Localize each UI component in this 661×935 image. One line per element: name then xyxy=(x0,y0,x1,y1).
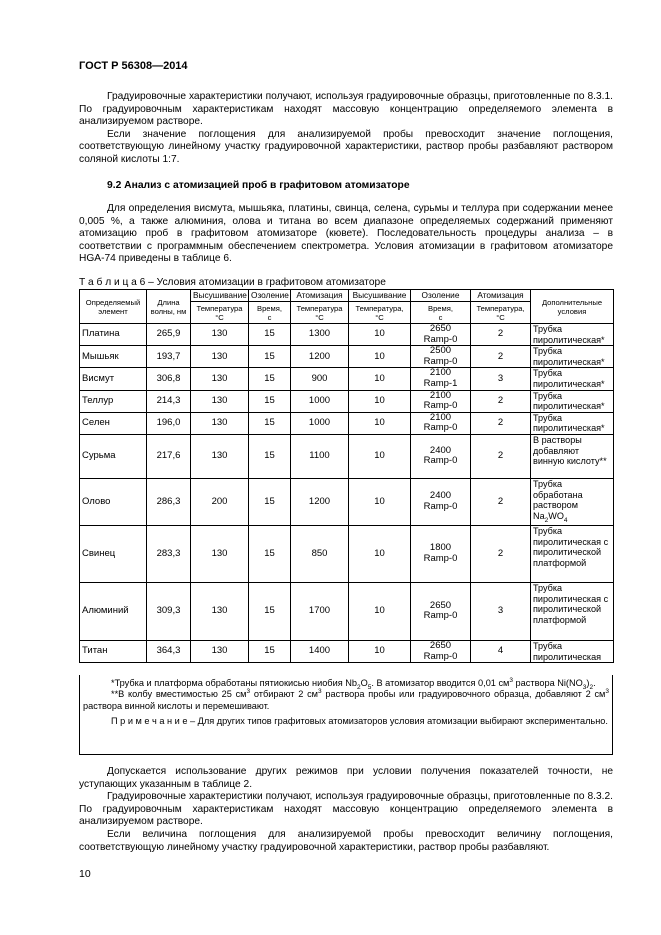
table-row: Титан 364,3 130 15 1400 10 2650 Ramp-0 4 Трубка пиролитическая xyxy=(80,640,614,662)
th-wavelength: Длина волны, нм xyxy=(147,290,191,324)
section-paragraph-1: Для определения висмута, мышьяка, платины, свинца, селена, сурьмы и теллура при содержании менее 0,005 %, а также алюминия, олова и титана во всем диапазоне определяемых содержаний применяют атомизацию проб в графитовом атомизаторе (кювете). Последовательность процедуры анализа – в соответствии с программным обеспечением спектрометра. Условия атомизации в графитовом атомизаторе HGA-74 приведены в таблице 6. xyxy=(79,203,613,265)
th-element: Определяемый элемент xyxy=(80,290,147,324)
table-row: Мышьяк 193,7 130 15 1200 10 2500 Ramp-0 2 Трубка пиролитическая* xyxy=(80,346,614,368)
table-row: Олово 286,3 200 15 1200 10 2400 Ramp-0 2 Трубка обработана раствором $Na_2WO_4$ xyxy=(80,478,614,525)
table-row: Платина 265,9 130 15 1300 10 2650 Ramp-0 2 Трубка пиролитическая* xyxy=(80,324,614,346)
table-note-text: – Для других типов графитовых атомизаторов условия атомизации выбирают экспериментально. xyxy=(187,716,608,727)
th-drying-2: Высушивание xyxy=(349,290,411,302)
th-drying: Высушивание xyxy=(191,290,249,302)
th-atomization-2: Атомизация xyxy=(471,290,531,302)
table-caption-label: Т а б л и ц а 6 xyxy=(79,277,146,288)
table-caption-text: – Условия атомизации в графитовом атомизаторе xyxy=(145,277,386,288)
after-paragraph-3: Если величина поглощения для анализируемой пробы превосходит величину поглощения, соответствующую линейному участку градуировочной характеристики, раствор пробы разбавляют. xyxy=(79,828,613,853)
table-body xyxy=(80,324,614,663)
table-row: Свинец 283,3 130 15 850 10 1800 Ramp-0 2 Трубка пиролитическая с пиролитической платформой xyxy=(80,525,614,582)
table-note-label: П р и м е ч а н и е xyxy=(111,716,188,727)
footnote-1: *Трубка и платформа обработаны пятиокисью ниобия $Nb_2O_5$. В атомизатор вводится 0,01 $см^3$ раствора $Ni(NO_3)_2$. xyxy=(111,676,596,691)
th-temp-2: Температура °С xyxy=(291,302,349,324)
after-paragraph-1: Допускается использование других режимов при условии получения показателей точности, не уступающих указанным в таблице 2. xyxy=(79,766,613,790)
th-time-1: Время, с xyxy=(249,302,291,324)
intro-paragraph-1: Градуировочные характеристики получают, используя градуировочные образцы, приготовленные по 8.3.1. По градуировочным характеристикам находят массовую концентрацию определяемого элемента в анализируемом растворе. xyxy=(79,91,613,128)
th-ashing-2: Озоление xyxy=(411,290,471,302)
document-header: ГОСТ Р 56308—2014 xyxy=(79,60,188,72)
table-row: Алюминий 309,3 130 15 1700 10 2650 Ramp-0 3 Трубка пиролитическая с пиролитической платформой xyxy=(80,582,614,640)
th-time-2: Время, с xyxy=(411,302,471,324)
th-temp-1: Температура °С xyxy=(191,302,249,324)
table-caption xyxy=(79,277,386,288)
page-number: 10 xyxy=(79,868,91,880)
table-row: Селен 196,0 130 15 1000 10 2100 Ramp-0 2 Трубка пиролитическая* xyxy=(80,412,614,434)
after-paragraph-2: Градуировочные характеристики получают, используя градуировочные образцы, приготовленные по 8.3.2. По градуировочным характеристикам находят массовую концентрацию определяемого элемента в анализируемом растворе. xyxy=(79,791,613,828)
th-ashing: Озоление xyxy=(249,290,291,302)
intro-paragraph-2: Если значение поглощения для анализируемой пробы превосходит значение поглощения, соответствующую линейному участку градуировочной характеристики, раствор пробы разбавляют раствором соляной кислоты 1:7. xyxy=(79,128,613,165)
th-temp-3: Температура, °С xyxy=(349,302,411,324)
intro-text xyxy=(79,91,613,167)
table-row: Сурьма 217,6 130 15 1100 10 2400 Ramp-0 2 В растворы добавляют винную кислоту** xyxy=(80,434,614,478)
footnote-2: **В колбу вместимостью 25 $см^3$ отбирают 2 $см^3$ раствора пробы или градуировочного образца, добавляют 2 $см^3$ раствора винной кислоты и перемешивают. xyxy=(83,688,609,711)
th-atomization: Атомизация xyxy=(291,290,349,302)
section-text xyxy=(79,203,613,266)
atomization-table xyxy=(79,289,614,663)
th-temp-4: Температура, °С xyxy=(471,302,531,324)
table-note xyxy=(83,716,609,727)
section-title: 9.2 Анализ с атомизацией проб в графитовом атомизаторе xyxy=(107,180,410,191)
table-row: Теллур 214,3 130 15 1000 10 2100 Ramp-0 2 Трубка пиролитическая* xyxy=(80,390,614,412)
th-additional: Дополнительные условия xyxy=(531,290,614,324)
table-footnotes xyxy=(79,675,613,755)
table-row: Висмут 306,8 130 15 900 10 2100 Ramp-1 3 Трубка пиролитическая* xyxy=(80,368,614,390)
after-table-text xyxy=(79,766,613,854)
